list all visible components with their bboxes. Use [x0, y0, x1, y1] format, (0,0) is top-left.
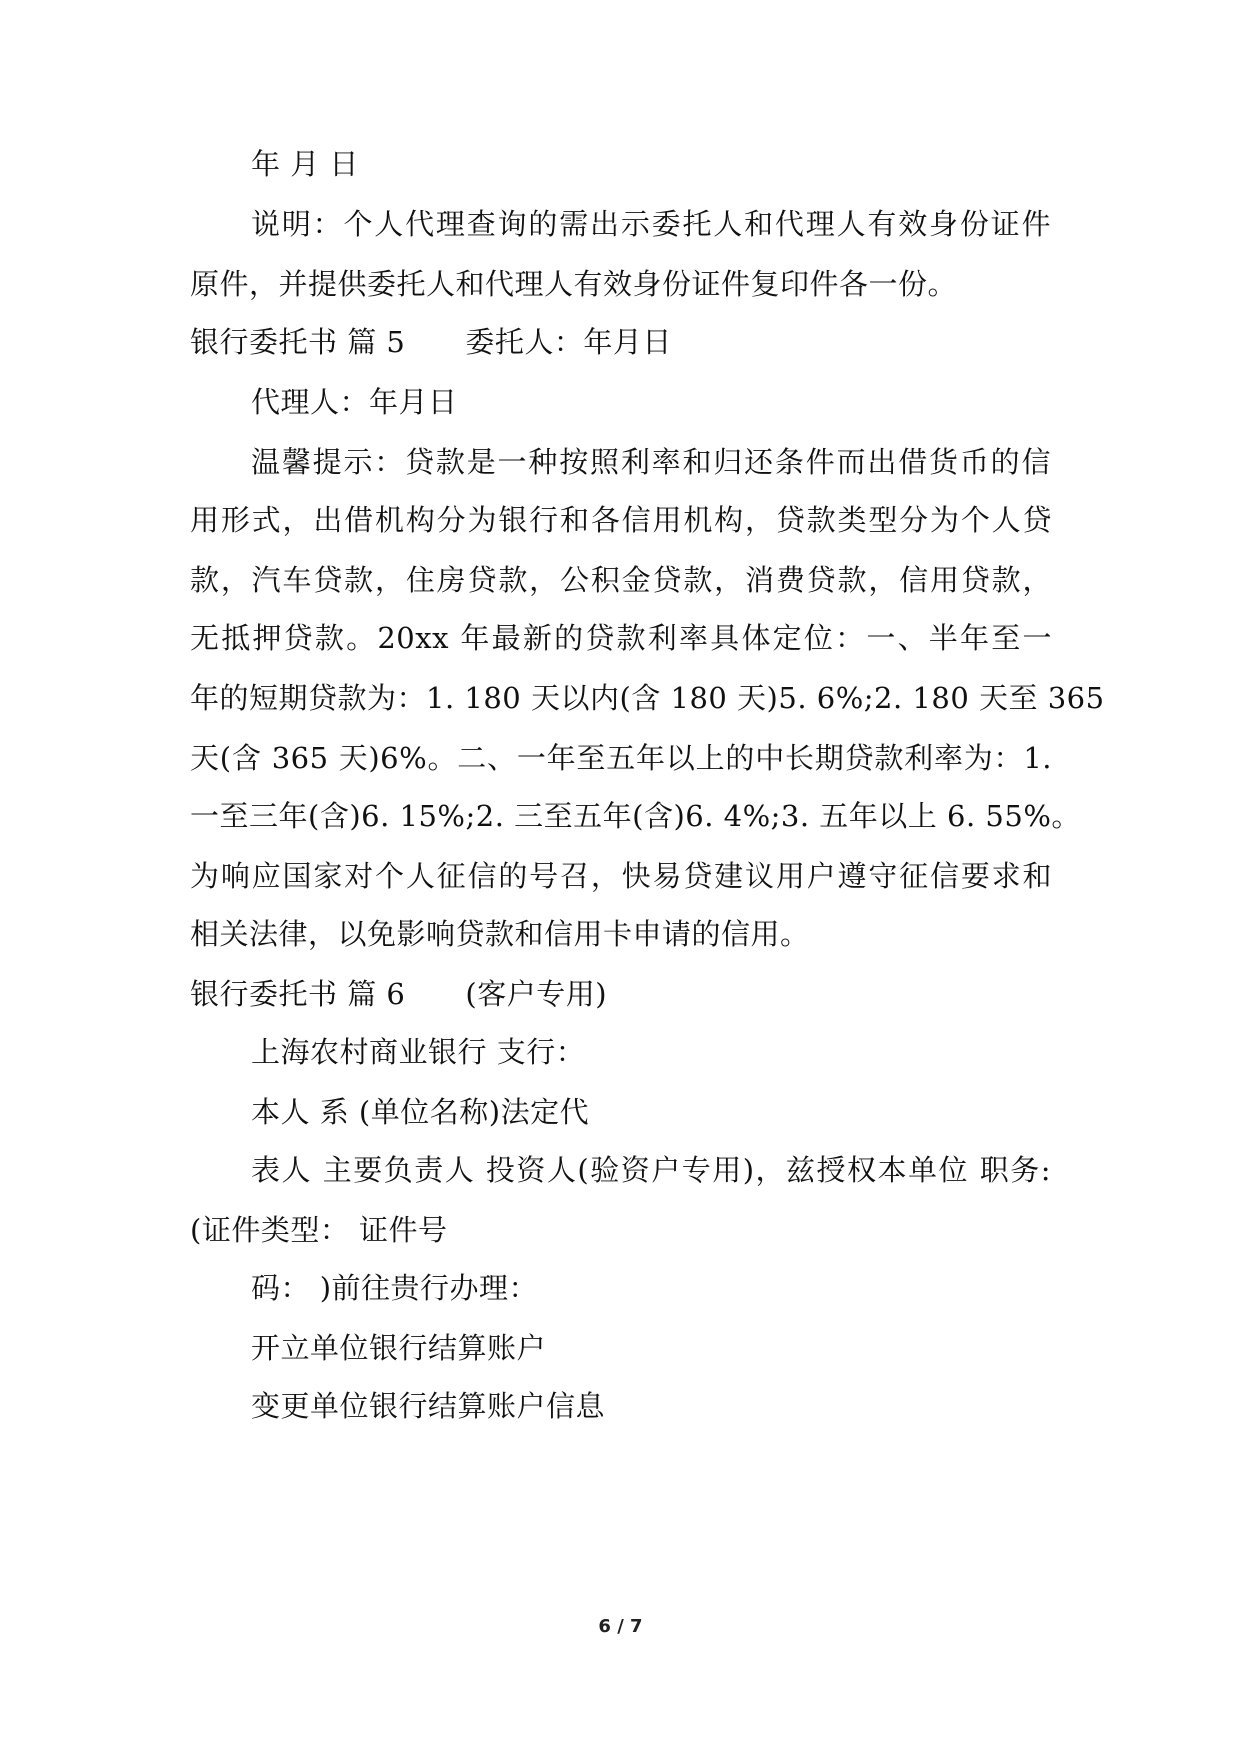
section-6-title: 银行委托书 篇 6: [190, 977, 406, 1011]
note-line-1: 说明：个人代理查询的需出示委托人和代理人有效身份证件: [251, 207, 1051, 241]
section-5-heading: [190, 322, 672, 362]
agent-line: 代理人：年月日: [251, 385, 458, 419]
tip-line-9: 相关法律，以免影响贷款和信用卡申请的信用。: [190, 917, 810, 951]
representative-line: 表人 主要负责人 投资人(验资户专用)，兹授权本单位 职务:: [251, 1153, 1051, 1187]
section-6-client-note: (客户专用): [465, 977, 608, 1011]
tip-line-1: 温馨提示：贷款是一种按照利率和归还条件而出借货币的信: [251, 445, 1051, 479]
person-line: 本人 系 (单位名称)法定代: [251, 1095, 590, 1129]
section-5-title: 银行委托书 篇 5: [190, 325, 406, 359]
id-code-line: 码： )前往贵行办理：: [251, 1271, 539, 1305]
tip-line-8: 为响应国家对个人征信的号召，快易贷建议用户遵守征信要求和: [190, 859, 1052, 893]
note-line-2: 原件，并提供委托人和代理人有效身份证件复印件各一份。: [190, 267, 958, 301]
tip-line-6: 天(含 365 天)6%。二、一年至五年以上的中长期贷款利率为：1.: [190, 741, 1052, 775]
open-account-line: 开立单位银行结算账户: [251, 1331, 547, 1365]
date-line: 年 月 日: [251, 147, 359, 181]
tip-line-5: 年的短期贷款为：1. 180 天以内(含 180 天)5. 6%;2. 180 天至 365: [190, 681, 1105, 715]
bank-branch-line: 上海农村商业银行 支行：: [251, 1035, 586, 1069]
tip-line-4: 无抵押贷款。20xx 年最新的贷款利率具体定位：一、半年至一: [190, 621, 1052, 655]
tip-line-7: 一至三年(含)6. 15%;2. 三至五年(含)6. 4%;3. 五年以上 6. 55%。: [190, 799, 1081, 833]
section-6-heading: [190, 974, 607, 1014]
tip-line-2: 用形式，出借机构分为银行和各信用机构，贷款类型分为个人贷: [190, 503, 1052, 537]
id-type-line: (证件类型： 证件号: [190, 1213, 448, 1247]
page-number: 6 / 7: [598, 1616, 643, 1637]
section-5-entrustor: 委托人：年月日: [465, 325, 672, 359]
tip-line-3: 款，汽车贷款，住房贷款，公积金贷款，消费贷款，信用贷款，: [190, 563, 1052, 597]
change-account-line: 变更单位银行结算账户信息: [251, 1389, 606, 1423]
